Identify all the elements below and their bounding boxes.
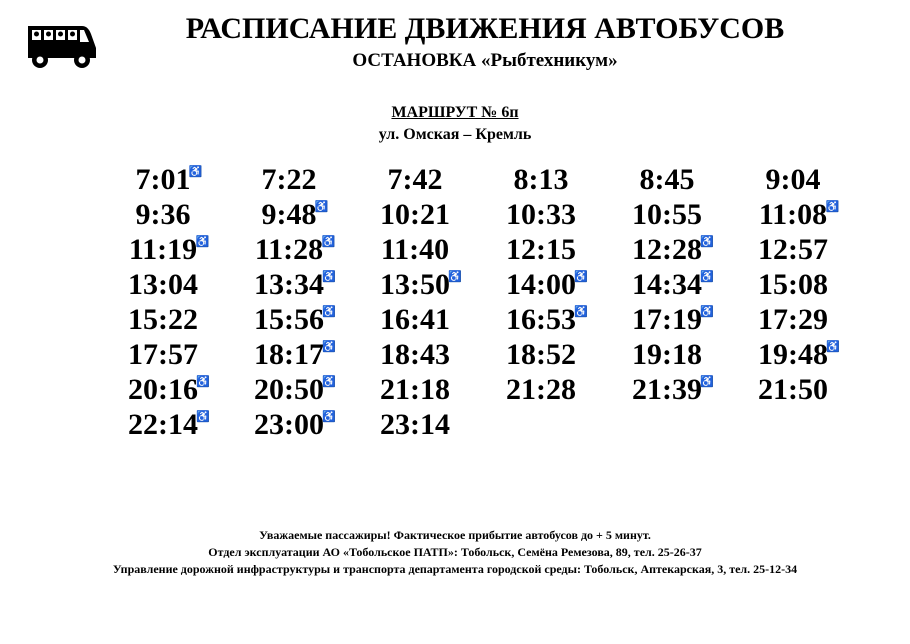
- departure-time: [604, 302, 730, 337]
- departure-time: [352, 197, 478, 232]
- departure-time: [352, 267, 478, 302]
- time-text: 15:56 ♿: [254, 303, 324, 336]
- time-text: 21:39 ♿: [632, 373, 702, 406]
- time-text: 17:19 ♿: [632, 303, 702, 336]
- departure-time: [478, 197, 604, 232]
- schedule-row: [100, 232, 860, 267]
- wheelchair-accessible-icon: ♿: [825, 201, 840, 213]
- time-text: 18:52: [506, 338, 576, 371]
- wheelchair-accessible-icon: ♿: [188, 166, 203, 178]
- time-text: 20:50 ♿: [254, 373, 324, 406]
- schedule-row: [100, 162, 860, 197]
- wheelchair-accessible-icon: ♿: [196, 376, 210, 388]
- time-text: 13:34 ♿: [254, 268, 324, 301]
- time-text: 10:55: [632, 198, 702, 231]
- departure-time: [352, 162, 478, 197]
- wheelchair-accessible-icon: ♿: [700, 236, 714, 248]
- time-text: 9:04: [765, 163, 821, 196]
- schedule-grid: [100, 162, 860, 442]
- departure-time: [352, 372, 478, 407]
- time-text: 10:21: [380, 198, 450, 231]
- wheelchair-accessible-icon: ♿: [196, 411, 210, 423]
- departure-time: [100, 232, 226, 267]
- schedule-row: [100, 302, 860, 337]
- departure-time: [478, 337, 604, 372]
- time-text: 19:48 ♿: [758, 338, 828, 371]
- departure-time: [100, 267, 226, 302]
- departure-time: [730, 372, 856, 407]
- departure-time: [100, 407, 226, 442]
- departure-time: [352, 337, 478, 372]
- time-text: 8:45: [639, 163, 695, 196]
- time-text: 11:08 ♿: [759, 198, 827, 231]
- wheelchair-accessible-icon: ♿: [322, 341, 336, 353]
- time-text: 11:28 ♿: [255, 233, 323, 266]
- time-text: 11:19 ♿: [129, 233, 197, 266]
- time-text: 12:28 ♿: [632, 233, 702, 266]
- time-text: 10:33: [506, 198, 576, 231]
- departure-time: [604, 372, 730, 407]
- time-text: 12:57: [758, 233, 828, 266]
- time-text: 15:22: [128, 303, 198, 336]
- departure-time: [730, 337, 856, 372]
- schedule-row: [100, 407, 860, 442]
- departure-time: [226, 162, 352, 197]
- time-text: 13:04: [128, 268, 198, 301]
- time-text: 21:28: [506, 373, 576, 406]
- wheelchair-accessible-icon: ♿: [195, 236, 210, 248]
- route-number: МАРШРУТ № 6п: [391, 104, 519, 121]
- wheelchair-accessible-icon: ♿: [322, 306, 336, 318]
- wheelchair-accessible-icon: ♿: [322, 271, 336, 283]
- time-text: 20:16 ♿: [128, 373, 198, 406]
- time-text: 8:13: [513, 163, 569, 196]
- time-text: 17:29: [758, 303, 828, 336]
- time-text: 19:18: [632, 338, 702, 371]
- departure-time: [226, 407, 352, 442]
- schedule-row: [100, 372, 860, 407]
- wheelchair-accessible-icon: ♿: [314, 201, 329, 213]
- wheelchair-accessible-icon: ♿: [826, 341, 840, 353]
- time-text: 23:00 ♿: [254, 408, 324, 441]
- wheelchair-accessible-icon: ♿: [700, 306, 714, 318]
- departure-time: [352, 407, 478, 442]
- time-text: 12:15: [506, 233, 576, 266]
- time-text: 17:57: [128, 338, 198, 371]
- wheelchair-accessible-icon: ♿: [321, 236, 336, 248]
- wheelchair-accessible-icon: ♿: [322, 376, 336, 388]
- departure-time: [478, 162, 604, 197]
- time-text: 23:14: [380, 408, 450, 441]
- time-text: 9:36: [135, 198, 191, 231]
- stop-name: ОСТАНОВКА «Рыбтехникум»: [352, 50, 618, 71]
- time-text: 7:22: [261, 163, 317, 196]
- time-text: 18:43: [380, 338, 450, 371]
- time-text: 16:53 ♿: [506, 303, 576, 336]
- schedule-row: [100, 337, 860, 372]
- wheelchair-accessible-icon: ♿: [700, 376, 714, 388]
- time-text: 14:34 ♿: [632, 268, 702, 301]
- time-text: 13:50 ♿: [380, 268, 450, 301]
- departure-time: [352, 302, 478, 337]
- departure-time: [478, 302, 604, 337]
- wheelchair-accessible-icon: ♿: [574, 306, 588, 318]
- departure-time: [730, 197, 856, 232]
- departure-time: [100, 162, 226, 197]
- footer-department-contact: Управление дорожной инфраструктуры и транспорта департамента городской среды: Тобольск, Аптекарская, 3, тел. 25-12-34: [112, 562, 798, 576]
- departure-time: [478, 372, 604, 407]
- time-text: 16:41: [380, 303, 450, 336]
- time-text: 14:00 ♿: [506, 268, 576, 301]
- footer-notes: [0, 527, 910, 578]
- departure-time: [730, 267, 856, 302]
- time-text: 18:17 ♿: [254, 338, 324, 371]
- wheelchair-accessible-icon: ♿: [448, 271, 462, 283]
- time-text: 21:18: [380, 373, 450, 406]
- footer-operator-contact: Отдел эксплуатации АО «Тобольское ПАТП»: Тобольск, Семёна Ремезова, 89, тел. 25-26-37: [208, 545, 702, 559]
- time-text: 21:50: [758, 373, 828, 406]
- time-text: 7:01 ♿: [136, 163, 191, 196]
- time-text: 7:42: [387, 163, 443, 196]
- wheelchair-accessible-icon: ♿: [700, 271, 714, 283]
- time-text: 15:08: [758, 268, 828, 301]
- page-title: РАСПИСАНИЕ ДВИЖЕНИЯ АВТОБУСОВ: [185, 12, 785, 45]
- departure-time: [604, 162, 730, 197]
- schedule-row: [100, 267, 860, 302]
- route-direction: ул. Омская – Кремль: [378, 126, 532, 143]
- time-text: 22:14 ♿: [128, 408, 198, 441]
- wheelchair-accessible-icon: ♿: [322, 411, 336, 423]
- departure-time: [730, 232, 856, 267]
- departure-time: [100, 302, 226, 337]
- wheelchair-accessible-icon: ♿: [574, 271, 588, 283]
- schedule-row: [100, 197, 860, 232]
- footer-notice: Уважаемые пассажиры! Фактическое прибытие автобусов до + 5 минут.: [259, 528, 651, 542]
- time-text: 11:40: [380, 233, 450, 266]
- time-text: 9:48 ♿: [262, 198, 317, 231]
